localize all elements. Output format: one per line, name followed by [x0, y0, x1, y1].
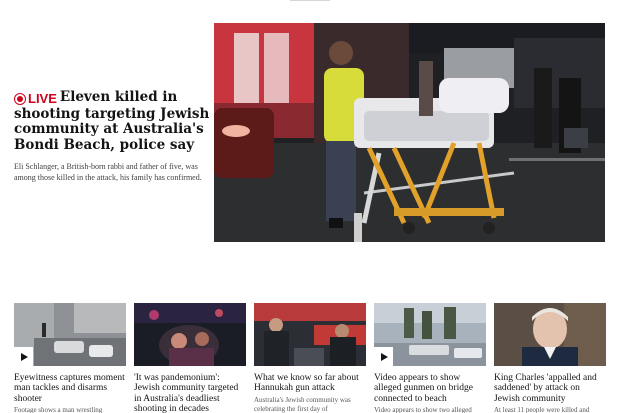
story-summary: At least 11 people were killed and	[494, 406, 590, 413]
story-title[interactable]: What we know so far about Hannukah gun attack	[254, 373, 359, 394]
story-thumbnail[interactable]	[134, 303, 246, 366]
story-card[interactable]	[374, 303, 486, 413]
story-title[interactable]: Video appears to show alleged gunmen on bridge connected to beach	[374, 373, 473, 404]
story-title[interactable]: Eyewitness captures moment man tackles and disarms shooter	[14, 373, 125, 404]
lead-image[interactable]	[214, 23, 605, 242]
story-card[interactable]	[254, 303, 366, 413]
story-thumbnail[interactable]	[14, 303, 126, 366]
story-summary: Footage shows a man wrestling	[14, 406, 103, 413]
story-thumbnail[interactable]	[494, 303, 606, 366]
live-label: LIVE	[28, 91, 57, 107]
play-icon[interactable]	[374, 347, 393, 366]
story-summary: Video appears to show two alleged	[374, 406, 472, 413]
live-badge	[14, 91, 57, 107]
story-thumbnail[interactable]	[254, 303, 366, 366]
story-title[interactable]: 'It was pandemonium': Jewish community targeted in Australia's deadliest shooting in decades	[134, 373, 239, 413]
story-card[interactable]	[494, 303, 606, 413]
lead-headline-text[interactable]: Eleven killed in shooting targeting Jewish community at Australia's Bondi Beach, police say	[14, 89, 210, 153]
play-icon[interactable]	[14, 347, 33, 366]
lead-headline[interactable]	[14, 90, 214, 153]
live-dot-icon	[14, 93, 26, 105]
story-summary: Australia's Jewish community was celebrating the first day of	[254, 395, 351, 413]
story-thumbnail[interactable]	[374, 303, 486, 366]
story-card[interactable]	[14, 303, 126, 413]
lead-story[interactable]	[14, 90, 214, 183]
story-title[interactable]: King Charles 'appalled and saddened' by attack on Jewish community	[494, 373, 597, 404]
top-divider	[290, 0, 330, 1]
lead-summary: Eli Schlanger, a British-born rabbi and father of five, was among those killed in the attack, his family has confirmed.	[14, 162, 202, 182]
story-card[interactable]	[134, 303, 246, 413]
